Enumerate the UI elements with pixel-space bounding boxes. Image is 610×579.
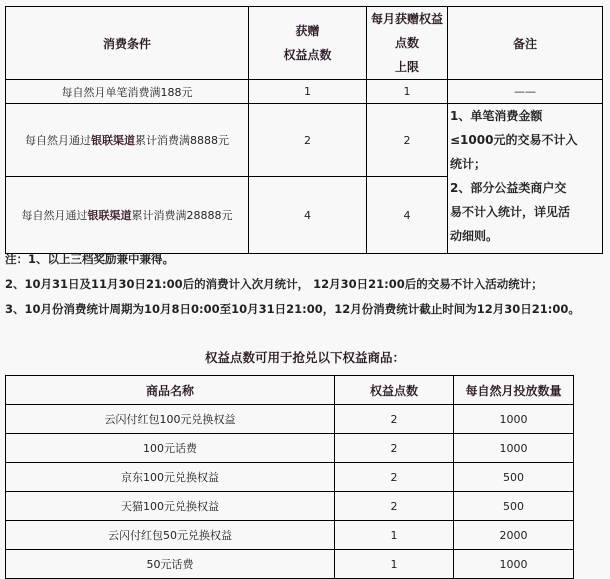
item-name: 50元话费 (6, 550, 335, 579)
item-name: 京东100元兑换权益 (6, 463, 335, 492)
header-limit-line2: 上限 (394, 60, 419, 74)
merged-remark-cell (448, 104, 603, 254)
item-quantity: 1000 (454, 434, 574, 463)
points-cell: 2 (249, 104, 367, 177)
condition-cell (6, 104, 249, 177)
item-quantity: 500 (454, 463, 574, 492)
remark-line: 动细则。 (450, 229, 499, 243)
points-cell: 1 (249, 80, 367, 104)
note-line: 注：1、以上三档奖励兼中兼得。 (5, 252, 174, 266)
header-monthly-limit (367, 7, 448, 80)
table-header-row (6, 7, 603, 80)
item-name: 云闪付红包100元兑换权益 (6, 405, 335, 434)
header-remark: 备注 (448, 7, 603, 80)
item-points: 2 (335, 463, 454, 492)
item-quantity: 1000 (454, 405, 574, 434)
remark-line: 易不计入统计，详见活 (450, 205, 571, 219)
condition-text-post: 累计消费满8888元 (135, 134, 229, 147)
header-points (249, 7, 367, 80)
remark-line: 统计； (450, 157, 487, 171)
condition-text-pre: 每自然月通过 (25, 134, 91, 147)
table-row (6, 463, 574, 492)
item-quantity: 2000 (454, 521, 574, 550)
note-line: 2、10月31日及11月30日21:00后的消费计入次月统计， 12月30日21:00后的交易不计入活动统计； (5, 277, 543, 291)
item-points: 1 (335, 550, 454, 579)
table-row (6, 434, 574, 463)
points-cell: 4 (249, 177, 367, 254)
item-quantity: 500 (454, 492, 574, 521)
item-points: 1 (335, 521, 454, 550)
notes-section (5, 247, 580, 322)
remark-cell: —— (448, 80, 603, 104)
header-item-quantity: 每自然月投放数量 (454, 376, 574, 405)
reward-conditions-table (5, 6, 603, 254)
limit-cell: 1 (367, 80, 448, 104)
item-name: 天猫100元兑换权益 (6, 492, 335, 521)
item-points: 2 (335, 434, 454, 463)
item-name: 100元话费 (6, 434, 335, 463)
table-header-row (6, 376, 574, 405)
remark-line: 1、单笔消费金额 (450, 109, 543, 123)
header-condition: 消费条件 (6, 7, 249, 80)
condition-text: 每自然月单笔消费满188元 (61, 85, 193, 99)
item-points: 2 (335, 492, 454, 521)
limit-cell: 4 (367, 177, 448, 254)
condition-text-bold: 银联渠道 (91, 134, 135, 147)
limit-cell: 2 (367, 104, 448, 177)
remark-line: 2、部分公益类商户交 (450, 181, 567, 195)
redeemable-items-table (5, 375, 574, 579)
rewards-table-title: 权益点数可用于抢兑以下权益商品： (204, 350, 405, 365)
condition-text-post: 累计消费满28888元 (131, 209, 233, 222)
condition-cell (6, 177, 249, 254)
item-name: 云闪付红包50元兑换权益 (6, 521, 335, 550)
condition-cell (6, 80, 249, 104)
table-row (6, 492, 574, 521)
remark-line: ≤1000元的交易不计入 (450, 133, 578, 147)
item-points: 2 (335, 405, 454, 434)
condition-text-pre: 每自然月通过 (21, 209, 88, 222)
header-points-line2: 权益点数 (283, 48, 332, 62)
condition-text-bold: 银联渠道 (87, 209, 132, 222)
table-row (6, 405, 574, 434)
header-item-points: 权益点数 (335, 376, 454, 405)
note-line: 3、10月份消费统计周期为10月8日0:00至10月31日21:00，12月份消费统计截止时间为12月30日21:00。 (5, 302, 580, 316)
table-row (6, 521, 574, 550)
header-points-line1: 获赠 (295, 24, 320, 38)
item-quantity: 1000 (454, 550, 574, 579)
header-item-name: 商品名称 (6, 376, 335, 405)
table-row (6, 104, 603, 177)
header-limit-line1: 每月获赠权益点数 (370, 12, 443, 50)
table-row (6, 80, 603, 104)
